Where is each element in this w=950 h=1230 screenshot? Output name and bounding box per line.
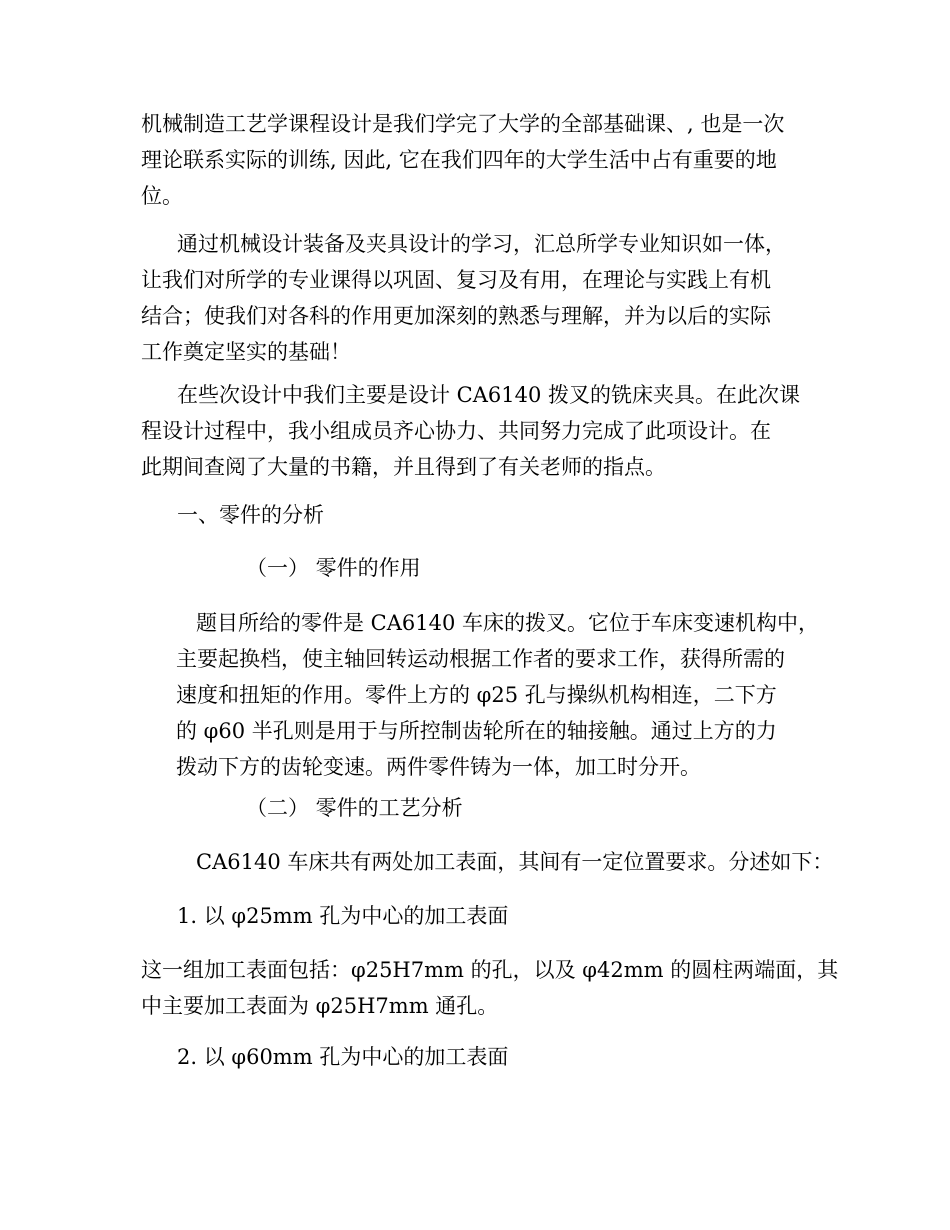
text-line: 这一组加工表面包括：φ25H7mm 的孔，以及 φ42mm 的圆柱两端面，其 [141,958,839,982]
text-line: 理论联系实际的训练, 因此, 它在我们四年的大学生活中占有重要的地 [141,148,777,172]
paragraph-design [141,377,800,485]
subsection-heading: （二） 零件的工艺分析 [246,796,463,820]
text-line: 拨动下方的齿轮变速。两件零件铸为一体，加工时分开。 [176,755,701,779]
list-item: 1. 以 φ25mm 孔为中心的加工表面 [177,904,509,928]
text-line: 程设计过程中，我小组成员齐心协力、共同努力完成了此项设计。在 [141,419,771,443]
intro-paragraph [141,106,784,214]
text-line: 机械制造工艺学课程设计是我们学完了大学的全部基础课、, 也是一次 [141,112,785,136]
text-line: 此期间查阅了大量的书籍，并且得到了有关老师的指点。 [141,455,666,479]
text-line: 题目所给的零件是 CA6140 车床的拨叉。它位于车床变速机构中， [196,611,820,635]
text-line: 结合；使我们对各科的作用更加深刻的熟悉与理解，并为以后的实际 [141,304,771,328]
paragraph-function [176,605,819,785]
text-line: 让我们对所学的专业课得以巩固、复习及有用，在理论与实践上有机 [141,268,771,292]
text-line: 中主要加工表面为 φ25H7mm 通孔。 [141,994,499,1018]
text-line: 的 φ60 半孔则是用于与所控制齿轮所在的轴接触。通过上方的力 [176,719,777,743]
text-line: 位。 [141,184,183,208]
text-line: 速度和扭矩的作用。零件上方的 φ25 孔与操纵机构相连，二下方 [176,683,777,707]
list-item: 2. 以 φ60mm 孔为中心的加工表面 [177,1045,509,1069]
text-line: 通过机械设计装备及夹具设计的学习，汇总所学专业知识如一体， [177,232,786,256]
text-line: 在些次设计中我们主要是设计 CA6140 拨叉的铣床夹具。在此次课 [177,383,801,407]
section-heading: 一、零件的分析 [177,503,324,527]
paragraph-process: CA6140 车床共有两处加工表面，其间有一定位置要求。分述如下： [196,850,834,874]
paragraph-study [141,226,786,370]
text-line: 工作奠定坚实的基础！ [141,340,351,364]
paragraph-surfaces [141,952,838,1024]
text-line: 主要起换档，使主轴回转运动根据工作者的要求工作，获得所需的 [176,647,785,671]
subsection-heading: （一） 零件的作用 [246,556,421,580]
